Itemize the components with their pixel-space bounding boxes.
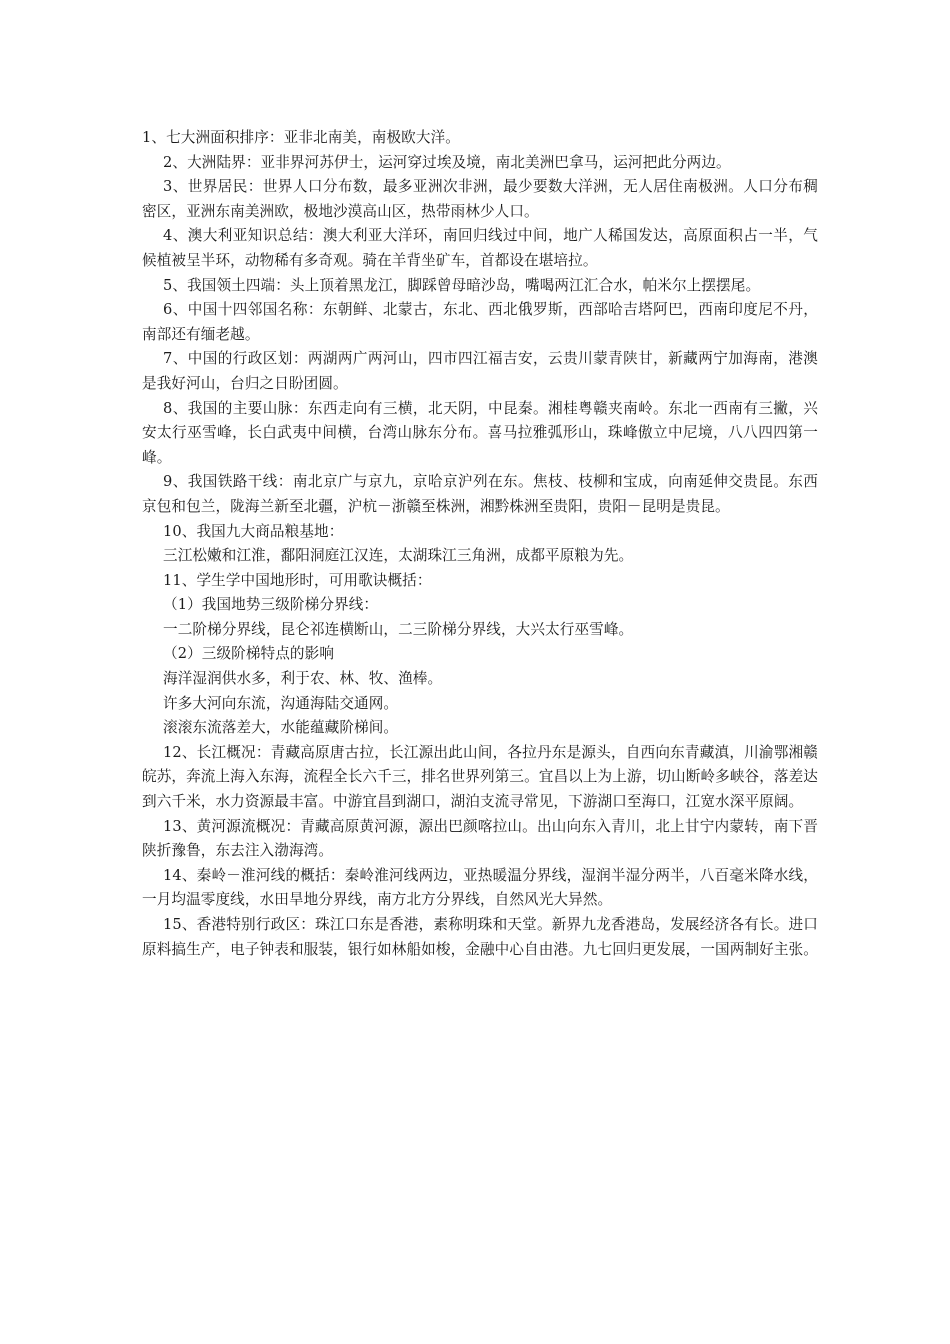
- paragraph-11-sub2-line3: 滚滚东流落差大，水能蕴藏阶梯间。: [163, 719, 399, 737]
- paragraph-11-sub1-body: 一二阶梯分界线，昆仑祁连横断山，二三阶梯分界线，大兴太行巫雪峰。: [163, 620, 634, 638]
- paragraph-10-heading: 10、我国九大商品粮基地：: [163, 522, 344, 540]
- paragraph-6: 6、中国十四邻国名称：东朝鲜、北蒙古，东北、西北俄罗斯，西部哈吉塔阿巴，西南印度尼不丹，南部还有缅老越。: [142, 301, 818, 343]
- paragraph-1: 1、七大洲面积排序：亚非北南美，南极欧大洋。: [142, 129, 460, 146]
- paragraph-15: 15、香港特别行政区：珠江口东是香港，素称明珠和天堂。新界九龙香港岛，发展经济各有长。进口原料搞生产，电子钟表和服装，银行如林船如梭，金融中心自由港。九七回归更发展，一国两制好主张。: [142, 916, 818, 958]
- paragraph-11-sub2-heading: （2）三级阶梯特点的影响: [163, 645, 335, 663]
- paragraph-11-sub2-line1: 海洋湿润供水多，利于农、林、牧、渔棒。: [163, 670, 443, 688]
- paragraph-13: 13、黄河源流概况：青藏高原黄河源，源出巴颜喀拉山。出山向东入青川，北上甘宁内蒙转，南下晋陕折豫鲁，东去注入渤海湾。: [142, 817, 818, 860]
- paragraph-2: 2、大洲陆界：亚非界河苏伊士，运河穿过埃及境，南北美洲巴拿马，运河把此分两边。: [163, 153, 731, 171]
- paragraph-5: 5、我国领土四端：头上顶着黑龙江，脚踩曾母暗沙岛，嘴喝两江汇合水，帕米尔上摆摆尾。: [163, 276, 761, 294]
- paragraph-11-sub1-heading: （1）我国地势三级阶梯分界线：: [163, 596, 379, 614]
- document-body: [142, 126, 818, 962]
- paragraph-8: 8、我国的主要山脉：东西走向有三横，北天阴，中昆秦。湘桂粤赣夹南岭。东北一西南有三撇，兴安太行巫雪峰，长白武夷中间横，台湾山脉东分布。喜马拉雅弧形山，珠峰傲立中尼境，八八四四第一峰。: [142, 399, 818, 466]
- paragraph-4: 4、澳大利亚知识总结：澳大利亚大洋环，南回归线过中间，地广人稀国发达，高原面积占一半，气候植被呈半环，动物稀有多奇观。骑在羊背坐矿车，首都设在堪培拉。: [142, 227, 818, 269]
- paragraph-12: 12、长江概况：青藏高原唐古拉，长江源出此山间，各拉丹东是源头，自西向东青藏滇，川渝鄂湘赣皖苏，奔流上海入东海，流程全长六千三，排名世界列第三。宜昌以上为上游，切山断岭多峡谷，落差达到六千米，水力资源最丰富。中游宜昌到湖口，湖泊支流寻常见，下游湖口至海口，江宽水深平原阔。: [142, 743, 818, 811]
- paragraph-9: 9、我国铁路干线：南北京广与京九，京哈京沪列在东。焦枝、枝柳和宝成，向南延伸交贵昆。东西京包和包兰，陇海兰新至北疆，沪杭－浙赣至株洲，湘黔株洲至贵阳，贵阳－昆明是贵昆。: [142, 473, 818, 515]
- paragraph-11-heading: 11、学生学中国地形时，可用歌诀概括：: [163, 571, 432, 589]
- paragraph-3: 3、世界居民：世界人口分布数，最多亚洲次非洲，最少要数大洋洲，无人居住南极洲。人口分布稠密区，亚洲东南美洲欧，极地沙漠高山区，热带雨林少人口。: [142, 178, 818, 220]
- paragraph-14: 14、秦岭－淮河线的概括：秦岭淮河线两边，亚热暖温分界线，湿润半湿分两半，八百毫米降水线，一月均温零度线，水田旱地分界线，南方北方分界线，自然风光大异然。: [142, 866, 818, 909]
- paragraph-10-body: 三江松嫩和江淮，鄱阳洞庭江汉连，太湖珠江三角洲，成都平原粮为先。: [163, 547, 634, 565]
- paragraph-11-sub2-line2: 许多大河向东流，沟通海陆交通网。: [163, 694, 399, 712]
- paragraph-7: 7、中国的行政区划：两湖两广两河山，四市四江福吉安，云贵川蒙青陕甘，新藏两宁加海南，港澳是我好河山，台归之日盼团圆。: [142, 350, 818, 392]
